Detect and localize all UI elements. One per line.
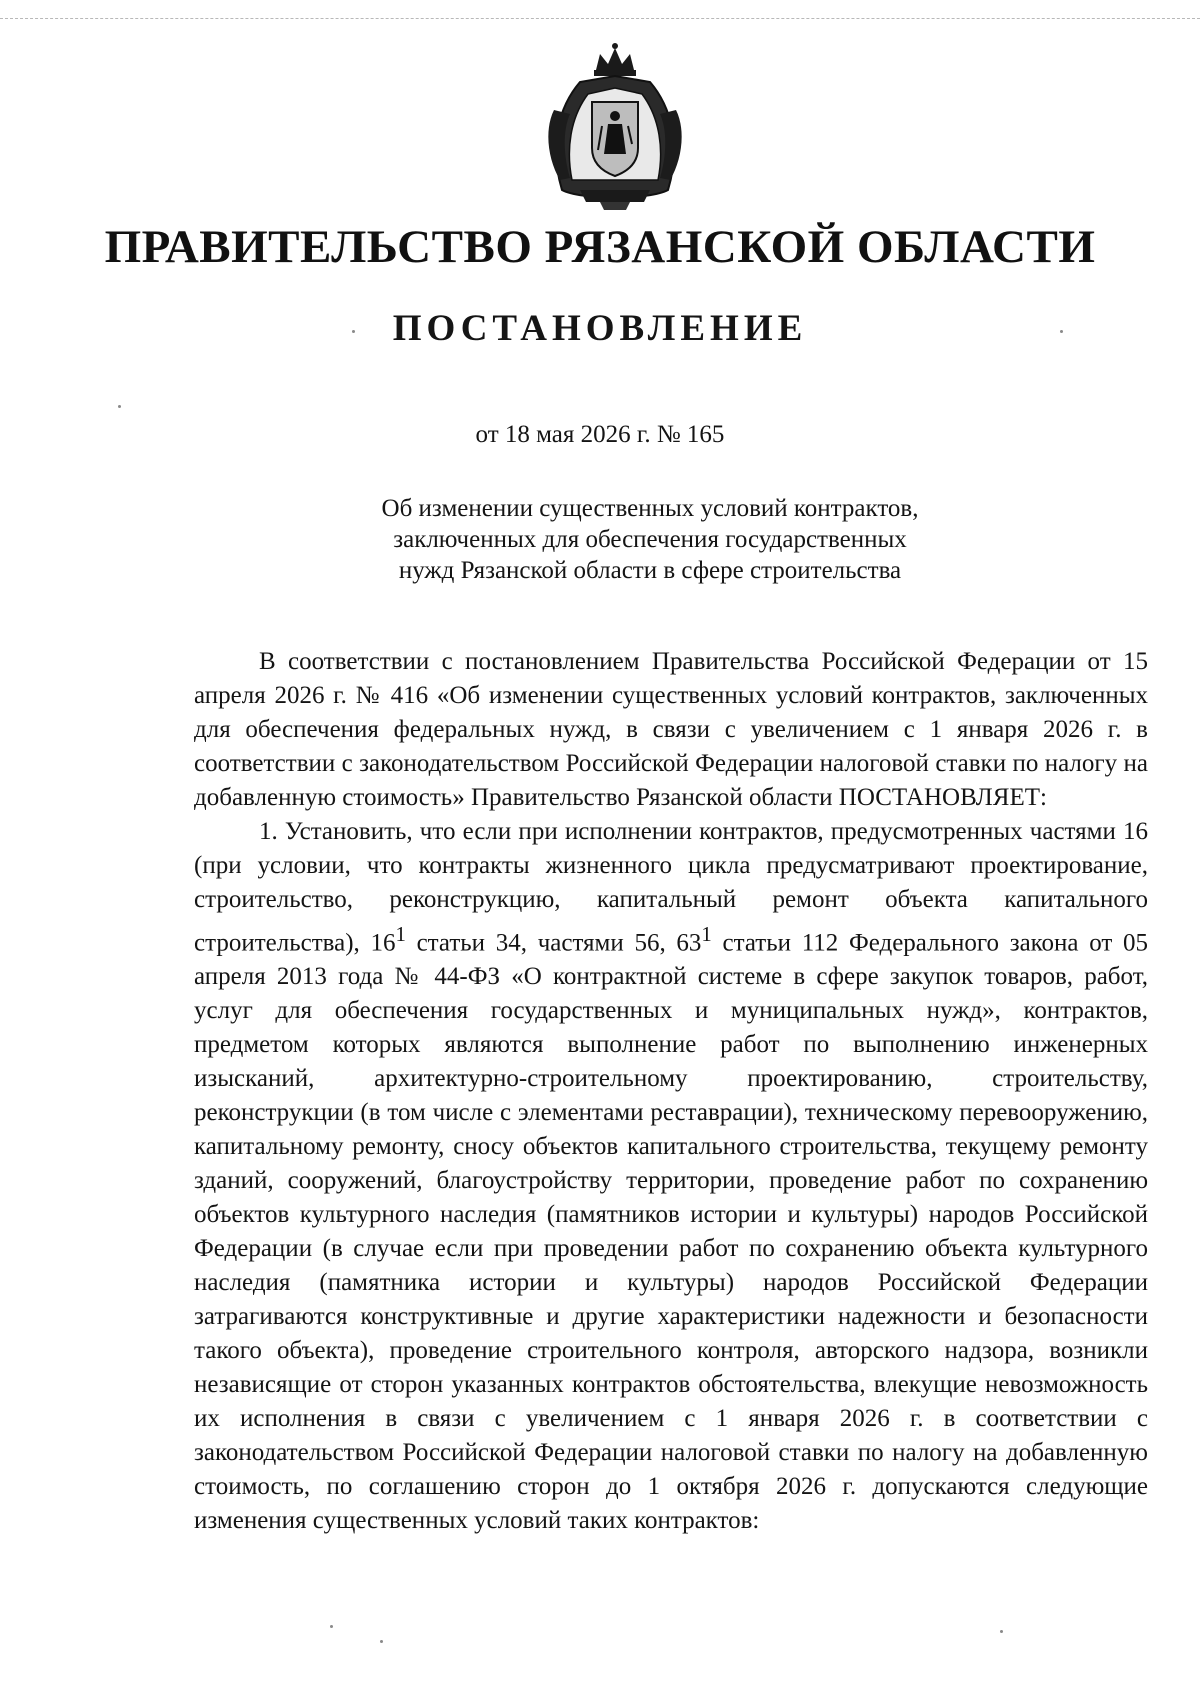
scan-speck [118,405,121,408]
item-1-text-part: статьи 34, частями 56, 63 [405,929,702,957]
scan-speck [352,330,355,333]
document-subject [340,493,960,586]
item-1-text-part: 1. Установить, что если при исполнении контрактов, предусмотренных частями 16 (при условии, что контракты жизненного цикла предусматривают проектирование, строительство, реконструкцию, капитальный ремонт объекта капитального строительства), 16 [194,818,1148,957]
superscript: 1 [395,922,406,946]
scan-speck [380,1640,383,1643]
item-1-paragraph [194,815,1148,1538]
document-body [194,645,1148,1538]
organization-title: ПРАВИТЕЛЬСТВО РЯЗАНСКОЙ ОБЛАСТИ [104,221,1096,273]
document-date-number: от 18 мая 2026 г. № 165 [475,421,725,448]
scan-edge-line [0,18,1200,19]
scan-speck [1000,1630,1003,1633]
item-1-text-part: статьи 112 Федерального закона от 05 апреля 2013 года № 44-ФЗ «О контрактной системе в сфере закупок товаров, работ, услуг для обеспечения государственных и муниципальных нужд», контрактов, предметом которых являются выполнение работ по выполнению инженерных изысканий, архитектурно-строительному проектированию, строительству, реконструкции (в том числе с элементами реставрации), техническому перевооружению, капитальному ремонту, сносу объектов капитального строительства, текущему ремонту зданий, сооружений, благоустройству территории, проведение работ по сохранению объектов культурного наследия (памятников истории и культуры) народов Российской Федерации (в случае если при проведении работ по сохранению объекта культурного наследия (памятника истории и культуры) народов Российской Федерации затрагиваются конструктивные и другие характеристики надежности и безопасности такого объекта), проведение строительного контроля, авторского надзора, возникли независящие от сторон указанных контрактов обстоятельства, влекущие невозможность их исполнения в связи с увеличением с 1 января 2026 г. в соответствии с законодательством Российской Федерации налоговой ставки по налогу на добавленную стоимость, по соглашению сторон до 1 октября 2026 г. допускаются следующие изменения существенных условий таких контрактов: [194,929,1148,1535]
preamble-paragraph: В соответствии с постановлением Правительства Российской Федерации от 15 апреля 2026 г. № 416 «Об изменении существенных условий контрактов, заключенных для обеспечения федеральных нужд, в связи с увеличением с 1 января 2026 г. в соответствии с законодательством Российской Федерации налоговой ставки по налогу на добавленную стоимость» Правительство Рязанской области ПОСТАНОВЛЯЕТ: [194,648,1148,811]
scan-speck [1060,330,1063,333]
subject-line: Об изменении существенных условий контрактов, [381,495,919,522]
superscript: 1 [701,922,712,946]
subject-line: нужд Рязанской области в сфере строительства [398,557,902,584]
subject-line: заключенных для обеспечения государственных [393,526,907,553]
scan-speck [330,1625,333,1628]
document-type-heading: ПОСТАНОВЛЕНИЕ [392,308,808,349]
coat-of-arms-icon [540,40,690,212]
